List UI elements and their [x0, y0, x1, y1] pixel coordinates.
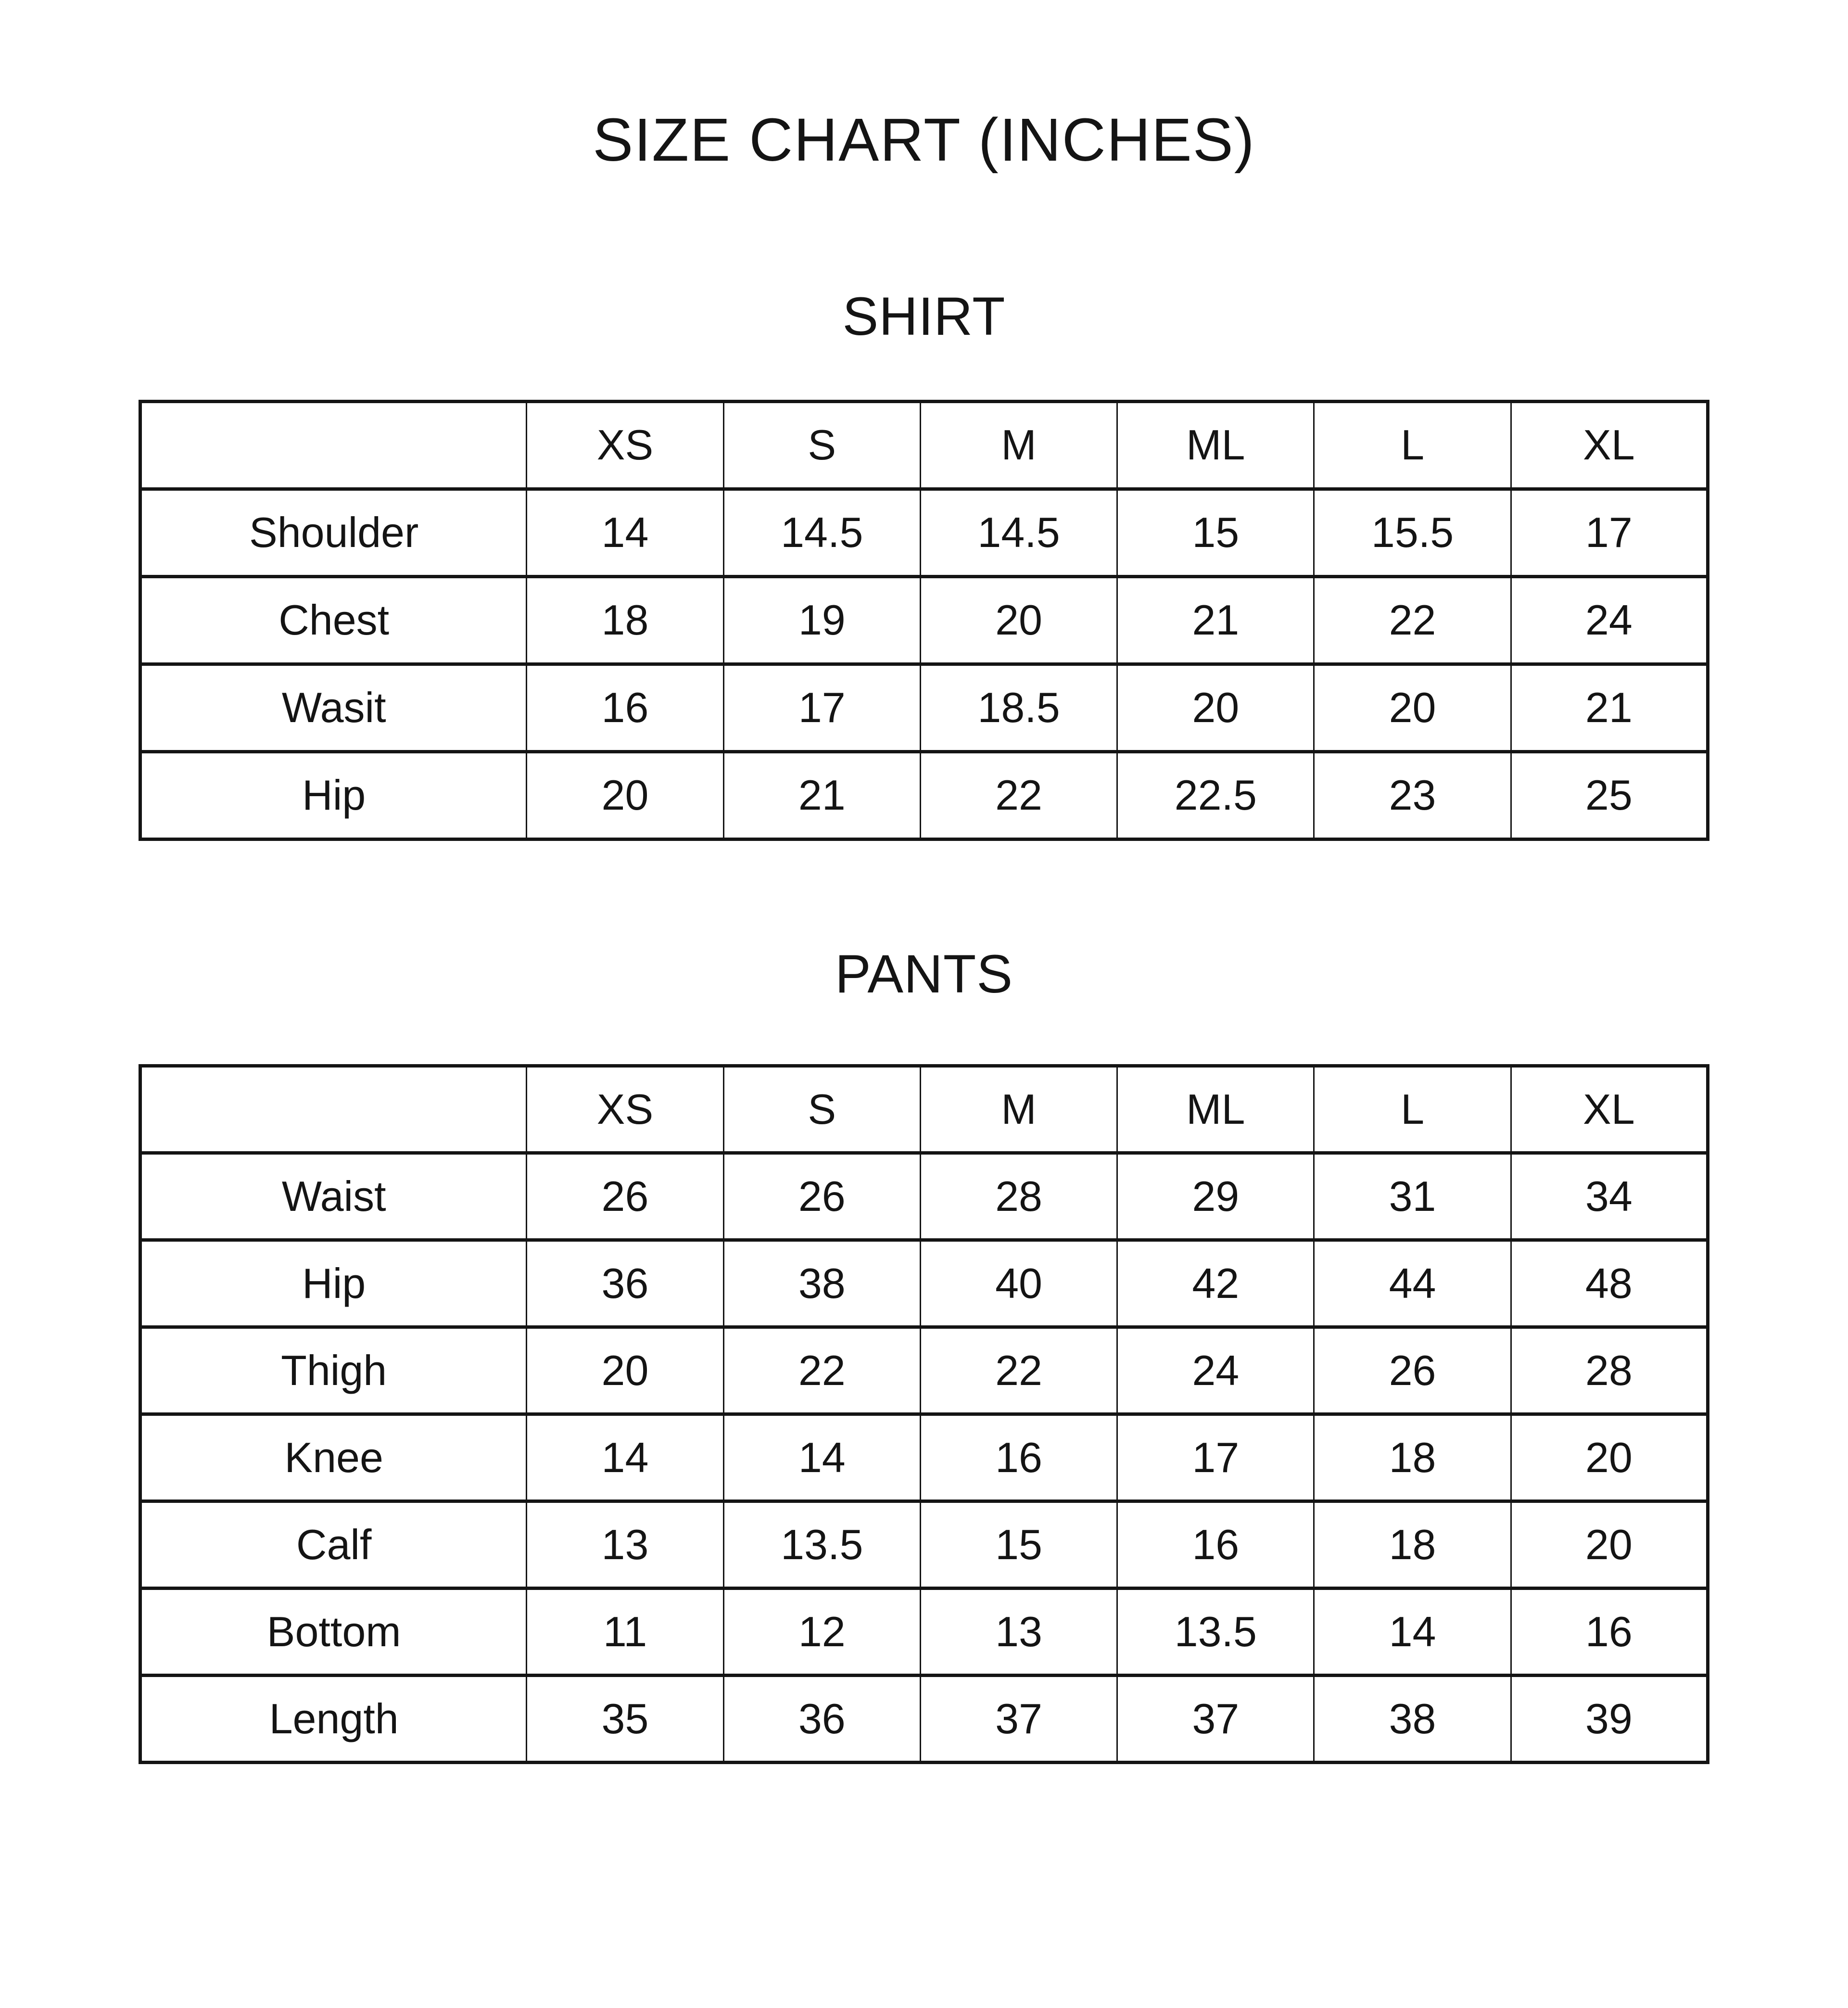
table-row-wasit — [140, 664, 1708, 751]
column-header-s: S — [723, 401, 920, 489]
size-value: 22.5 — [1117, 751, 1314, 839]
size-value: 14.5 — [920, 489, 1117, 576]
size-value: 17 — [1117, 1414, 1314, 1501]
table-row-length — [140, 1675, 1708, 1762]
size-value: 42 — [1117, 1240, 1314, 1327]
column-header-xs: XS — [527, 401, 723, 489]
size-chart-page — [139, 103, 1709, 1764]
size-value: 23 — [1314, 751, 1511, 839]
column-header-xl: XL — [1511, 401, 1708, 489]
row-label: Bottom — [140, 1588, 527, 1675]
size-value: 20 — [1314, 664, 1511, 751]
size-value: 22 — [1314, 576, 1511, 664]
size-value: 19 — [723, 576, 920, 664]
column-header-xl: XL — [1511, 1066, 1708, 1153]
column-header-m: M — [920, 401, 1117, 489]
size-value: 14 — [723, 1414, 920, 1501]
size-value: 14.5 — [723, 489, 920, 576]
size-value: 24 — [1117, 1327, 1314, 1414]
size-value: 38 — [1314, 1675, 1511, 1762]
size-value: 20 — [920, 576, 1117, 664]
size-value: 39 — [1511, 1675, 1708, 1762]
size-value: 48 — [1511, 1240, 1708, 1327]
table-row-chest — [140, 576, 1708, 664]
size-value: 22 — [920, 751, 1117, 839]
size-value: 40 — [920, 1240, 1117, 1327]
corner-cell — [140, 1066, 527, 1153]
size-value: 17 — [723, 664, 920, 751]
size-value: 16 — [920, 1414, 1117, 1501]
size-value: 13.5 — [1117, 1588, 1314, 1675]
size-value: 36 — [527, 1240, 723, 1327]
table-row-calf — [140, 1501, 1708, 1588]
size-value: 26 — [1314, 1327, 1511, 1414]
size-value: 17 — [1511, 489, 1708, 576]
size-value: 35 — [527, 1675, 723, 1762]
row-label: Calf — [140, 1501, 527, 1588]
size-value: 37 — [920, 1675, 1117, 1762]
size-value: 36 — [723, 1675, 920, 1762]
table-row-shoulder — [140, 489, 1708, 576]
size-value: 38 — [723, 1240, 920, 1327]
size-value: 21 — [1511, 664, 1708, 751]
size-value: 20 — [527, 1327, 723, 1414]
size-value: 15.5 — [1314, 489, 1511, 576]
table-row-bottom — [140, 1588, 1708, 1675]
size-value: 13 — [920, 1588, 1117, 1675]
size-value: 28 — [1511, 1327, 1708, 1414]
size-value: 14 — [527, 1414, 723, 1501]
column-header-ml: ML — [1117, 401, 1314, 489]
size-value: 34 — [1511, 1153, 1708, 1240]
table-row-waist — [140, 1153, 1708, 1240]
size-value: 20 — [1511, 1501, 1708, 1588]
size-value: 24 — [1511, 576, 1708, 664]
column-header-s: S — [723, 1066, 920, 1153]
size-value: 13 — [527, 1501, 723, 1588]
size-value: 20 — [1511, 1414, 1708, 1501]
table-row-hip — [140, 751, 1708, 839]
size-value: 20 — [527, 751, 723, 839]
size-value: 37 — [1117, 1675, 1314, 1762]
column-header-m: M — [920, 1066, 1117, 1153]
size-value: 22 — [920, 1327, 1117, 1414]
column-header-ml: ML — [1117, 1066, 1314, 1153]
size-value: 18 — [527, 576, 723, 664]
size-value: 14 — [1314, 1588, 1511, 1675]
column-header-l: L — [1314, 401, 1511, 489]
size-value: 18 — [1314, 1501, 1511, 1588]
shirt-section-heading: SHIRT — [842, 286, 1006, 347]
row-label: Chest — [140, 576, 527, 664]
pants-section-heading: PANTS — [835, 943, 1013, 1004]
size-value: 16 — [1117, 1501, 1314, 1588]
size-value: 20 — [1117, 664, 1314, 751]
size-value: 22 — [723, 1327, 920, 1414]
size-value: 15 — [1117, 489, 1314, 576]
size-value: 44 — [1314, 1240, 1511, 1327]
row-label: Thigh — [140, 1327, 527, 1414]
corner-cell — [140, 401, 527, 489]
size-value: 26 — [723, 1153, 920, 1240]
row-label: Hip — [140, 751, 527, 839]
size-value: 31 — [1314, 1153, 1511, 1240]
table-row-hip — [140, 1240, 1708, 1327]
size-value: 11 — [527, 1588, 723, 1675]
row-label: Knee — [140, 1414, 527, 1501]
size-value: 12 — [723, 1588, 920, 1675]
size-value: 28 — [920, 1153, 1117, 1240]
size-value: 16 — [1511, 1588, 1708, 1675]
page-title: SIZE CHART (INCHES) — [593, 106, 1255, 174]
size-value: 21 — [723, 751, 920, 839]
row-label: Wasit — [140, 664, 527, 751]
table-row-knee — [140, 1414, 1708, 1501]
size-value: 21 — [1117, 576, 1314, 664]
row-label: Hip — [140, 1240, 527, 1327]
pants-header-row — [140, 1066, 1708, 1153]
size-value: 26 — [527, 1153, 723, 1240]
size-value: 18 — [1314, 1414, 1511, 1501]
column-header-l: L — [1314, 1066, 1511, 1153]
column-header-xs: XS — [527, 1066, 723, 1153]
row-label: Shoulder — [140, 489, 527, 576]
size-value: 14 — [527, 489, 723, 576]
size-value: 25 — [1511, 751, 1708, 839]
shirt-size-table — [139, 400, 1709, 841]
row-label: Waist — [140, 1153, 527, 1240]
size-value: 13.5 — [723, 1501, 920, 1588]
pants-size-table — [139, 1064, 1709, 1764]
row-label: Length — [140, 1675, 527, 1762]
shirt-header-row — [140, 401, 1708, 489]
table-row-thigh — [140, 1327, 1708, 1414]
size-value: 15 — [920, 1501, 1117, 1588]
size-value: 18.5 — [920, 664, 1117, 751]
size-value: 29 — [1117, 1153, 1314, 1240]
size-value: 16 — [527, 664, 723, 751]
